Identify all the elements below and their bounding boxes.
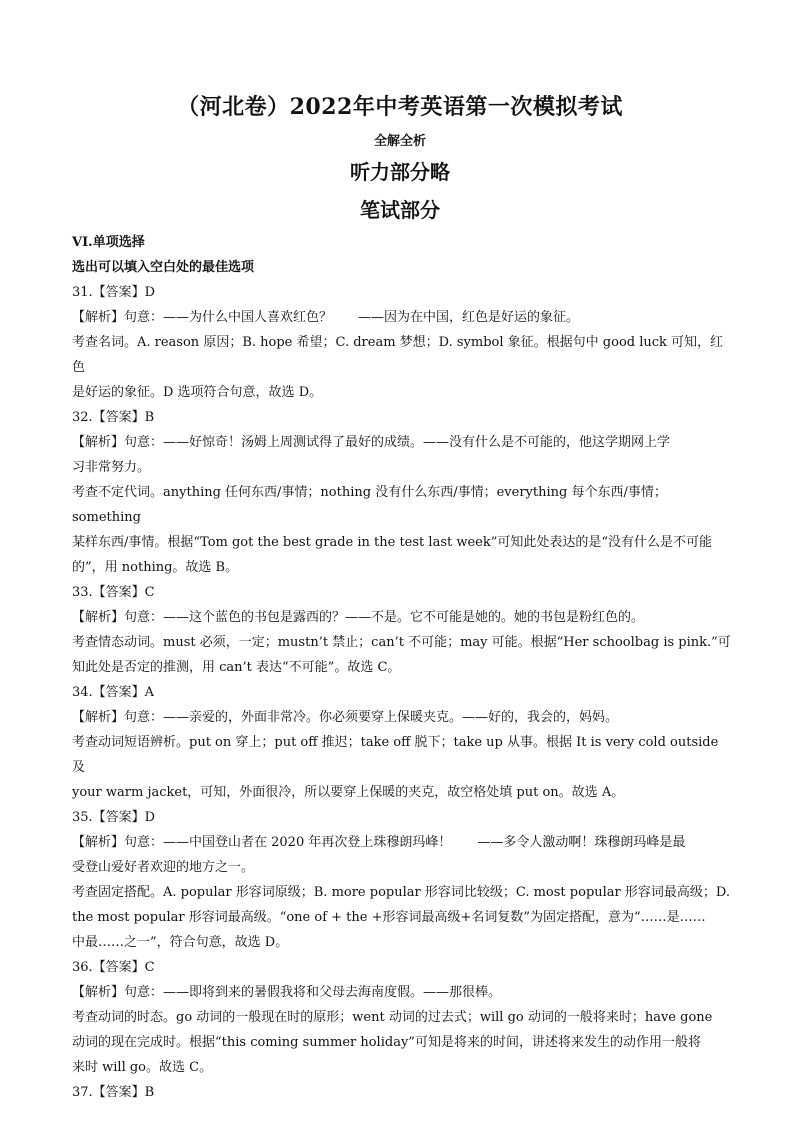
text-line: 知此处是否定的推测，用 can’t 表达“不可能”。故选 C。 <box>72 660 401 675</box>
text-line: 【解析】句意：——即将到来的暑假我将和父母去海南度假。——那很棒。 <box>72 985 502 1000</box>
text-line: 习非常努力。 <box>72 460 151 475</box>
text-line: 考查动词短语辨析。put on 穿上；put off 推迟；take off 脱下；take up 从事。根据 It is very cold outside 及 <box>72 735 719 775</box>
document-body <box>72 230 732 1105</box>
text-line: 33.【答案】C <box>72 585 155 600</box>
text-line: 来时 will go。故选 C。 <box>72 1060 213 1075</box>
text-line: the most popular 形容词最高级。“one of + the +形容词最高级+名词复数”为固定搭配，意为“……是…… <box>72 910 706 925</box>
text-line: 考查动词的时态。go 动词的一般现在时的原形；went 动词的过去式；will go 动词的一般将来时；have gone <box>72 1010 713 1025</box>
text-line: 考查不定代词。anything 任何东西/事情；nothing 没有什么东西/事情；everything 每个东西/事情；something <box>72 485 667 525</box>
text-line: 【解析】句意：——为什么中国人喜欢红色？ ——因为在中国，红色是好运的象征。 <box>72 310 580 325</box>
text-line: 动词的现在完成时。根据“this coming summer holiday”可知是将来的时间，讲述将来发生的动作用一般将 <box>72 1035 701 1050</box>
text-line: 【解析】句意：——中国登山者在 2020 年再次登上珠穆朗玛峰！ ——多令人激动啊！珠穆朗玛峰是最 <box>72 835 686 850</box>
text-line: 【解析】句意：——好惊奇！汤姆上周测试得了最好的成绩。——没有什么是不可能的，他这学期网上学 <box>72 435 671 450</box>
listening-heading: 听力部分略 <box>350 160 450 184</box>
written-heading: 笔试部分 <box>360 198 440 222</box>
text-line: 中最……之一”，符合句意，故选 D。 <box>72 935 289 950</box>
text-line: 是好运的象征。D 选项符合句意，故选 D。 <box>72 385 323 400</box>
text-line: 【解析】句意：——这个蓝色的书包是露西的？——不是。它不可能是她的。她的书包是粉红色的。 <box>72 610 645 625</box>
text-line: 考查固定搭配。A. popular 形容词原级；B. more popular 形容词比较级；C. most popular 形容词最高级；D. <box>72 885 730 900</box>
text-line: 的”，用 nothing。故选 B。 <box>72 560 239 575</box>
text-line: 32.【答案】B <box>72 410 155 425</box>
text-line: 34.【答案】A <box>72 685 155 700</box>
text-line: 考查情态动词。must 必须，一定；mustn’t 禁止；can’t 不可能；may 可能。根据“Her schoolbag is pink.”可 <box>72 635 731 650</box>
text-line: 36.【答案】C <box>72 960 155 975</box>
text-line: 35.【答案】D <box>72 810 156 825</box>
text-line: your warm jacket，可知，外面很冷，所以要穿上保暖的夹克，故空格处填 put on。故选 A。 <box>72 785 625 800</box>
section-heading: VI.单项选择 <box>72 235 145 250</box>
text-line: 考查名词。A. reason 原因；B. hope 希望；C. dream 梦想；D. symbol 象征。根据句中 good luck 可知，红色 <box>72 335 724 375</box>
exam-title: （河北卷）2022年中考英语第一次模拟考试 <box>177 94 623 120</box>
exam-subtitle: 全解全析 <box>373 134 426 149</box>
text-line: 37.【答案】B <box>72 1085 155 1100</box>
section-instruction: 选出可以填入空白处的最佳选项 <box>72 260 255 275</box>
text-line: 31.【答案】D <box>72 285 156 300</box>
text-line: 某样东西/事情。根据“Tom got the best grade in the test last week”可知此处表达的是“没有什么是不可能 <box>72 535 713 550</box>
text-line: 【解析】句意：——亲爱的，外面非常冷。你必须要穿上保暖夹克。——好的，我会的，妈妈。 <box>72 710 619 725</box>
text-line: 受登山爱好者欢迎的地方之一。 <box>72 860 255 875</box>
